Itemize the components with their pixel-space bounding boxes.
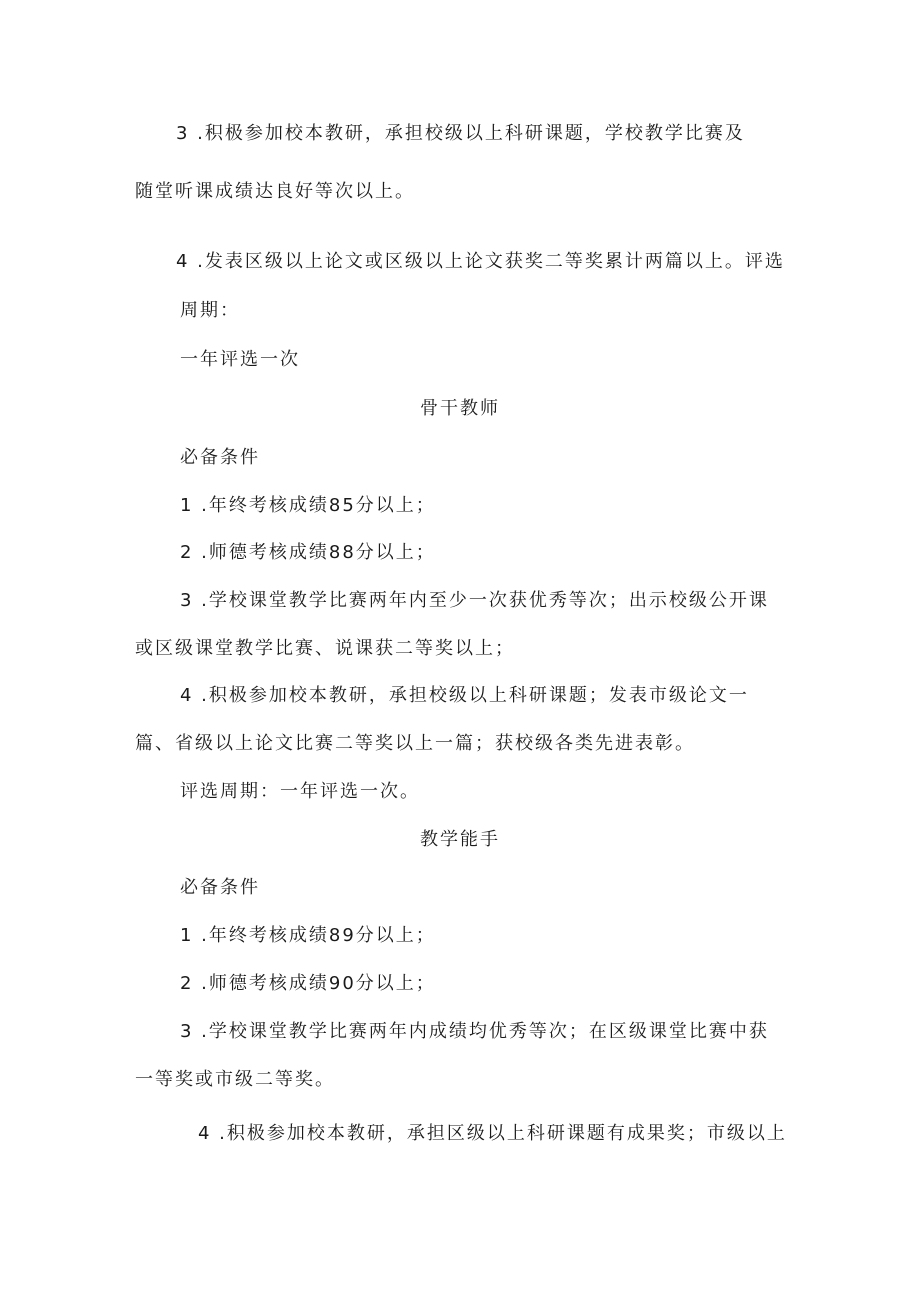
paragraph-line: 3 .积极参加校本教研，承担校级以上科研课题，学校教学比赛及 [176, 123, 745, 144]
paragraph-line: 3 .学校课堂教学比赛两年内成绩均优秀等次；在区级课堂比赛中获 [180, 1021, 769, 1042]
paragraph-line: 评选周期：一年评选一次。 [180, 781, 420, 802]
paragraph-line: 随堂听课成绩达良好等次以上。 [135, 181, 415, 202]
paragraph-line: 1 .年终考核成绩89分以上； [180, 925, 436, 946]
paragraph-line: 必备条件 [180, 877, 260, 898]
paragraph-line: 4 .发表区级以上论文或区级以上论文获奖二等奖累计两篇以上。评选 [176, 251, 785, 272]
paragraph-line: 2 .师德考核成绩90分以上； [180, 973, 436, 994]
paragraph-line: 一等奖或市级二等奖。 [135, 1069, 335, 1090]
paragraph-line: 2 .师德考核成绩88分以上； [180, 542, 436, 563]
paragraph-line: 必备条件 [180, 447, 260, 468]
paragraph-line: 3 .学校课堂教学比赛两年内至少一次获优秀等次；出示校级公开课 [180, 590, 769, 611]
section-heading: 教学能手 [420, 829, 500, 850]
paragraph-line: 周期： [180, 300, 240, 321]
paragraph-line: 篇、省级以上论文比赛二等奖以上一篇；获校级各类先进表彰。 [135, 733, 695, 754]
paragraph-line: 或区级课堂教学比赛、说课获二等奖以上； [135, 638, 515, 659]
paragraph-line: 4 .积极参加校本教研，承担区级以上科研课题有成果奖；市级以上 [198, 1123, 787, 1144]
section-heading: 骨干教师 [420, 398, 500, 419]
paragraph-line: 4 .积极参加校本教研，承担校级以上科研课题；发表市级论文一 [180, 685, 749, 706]
paragraph-line: 1 .年终考核成绩85分以上； [180, 495, 436, 516]
paragraph-line: 一年评选一次 [180, 349, 300, 370]
